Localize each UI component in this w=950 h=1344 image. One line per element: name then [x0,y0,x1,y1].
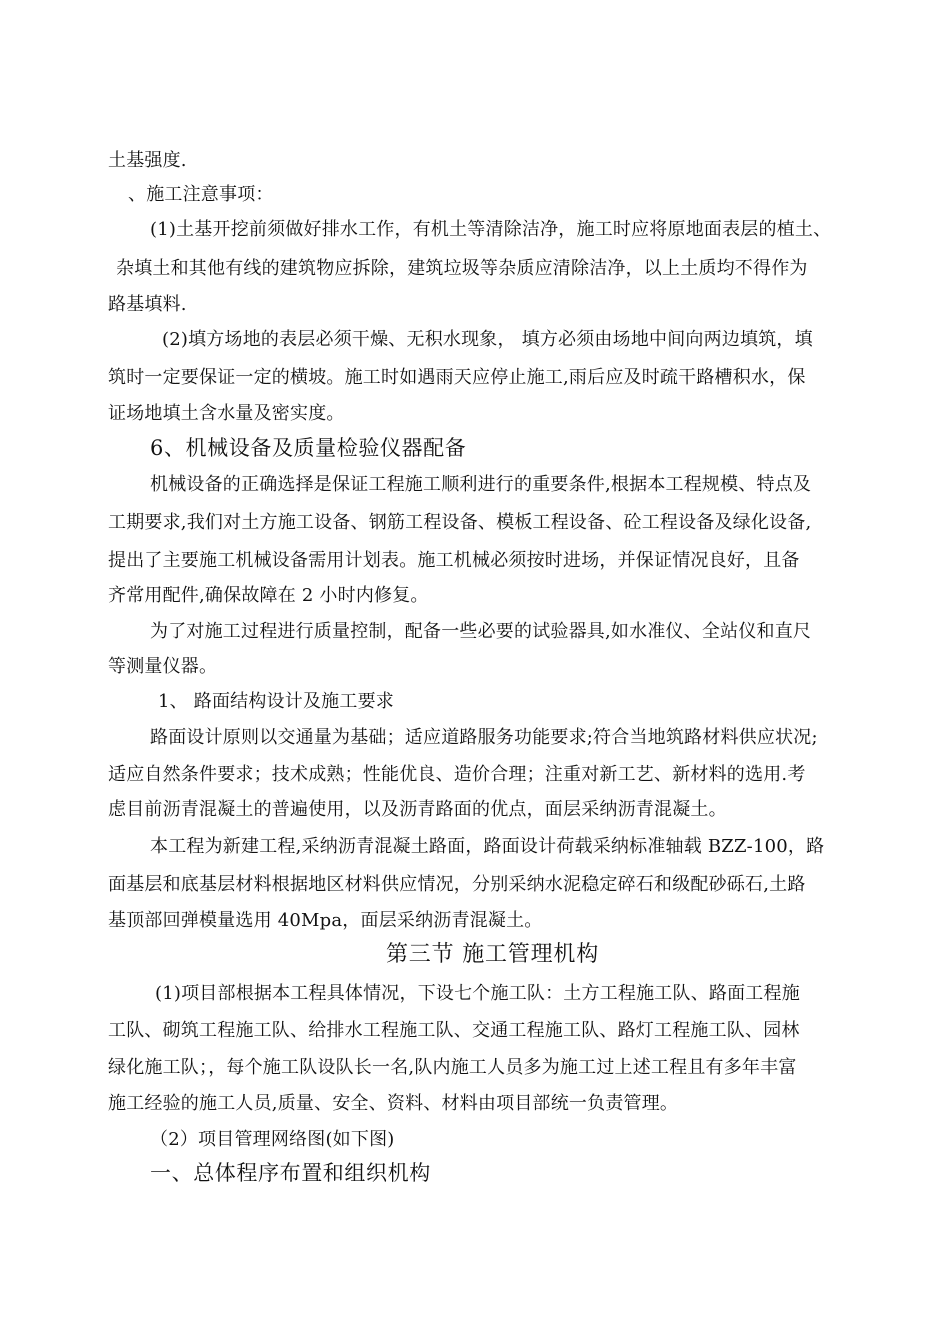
text-line: 基顶部回弹模量选用 40Mpa，面层采纳沥青混凝土。 [108,910,543,931]
text-line: (1)项目部根据本工程具体情况，下设七个施工队：土方工程施工队、路面工程施 [155,983,800,1004]
text-line: 机械设备的正确选择是保证工程施工顺利进行的重要条件,根据本工程规模、特点及 [150,474,812,495]
text-line: 为了对施工过程进行质量控制，配备一些必要的试验器具,如水准仪、全站仪和直尺 [150,621,812,642]
text-line: (1)土基开挖前须做好排水工作，有机土等清除洁净，施工时应将原地面表层的植土、 [150,219,832,240]
text-line: 虑目前沥青混凝土的普遍使用，以及沥青路面的优点，面层采纳沥青混凝土。 [108,799,727,820]
text-line: 面基层和底基层材料根据地区材料供应情况，分别采纳水泥稳定碎石和级配砂砾石,土路 [108,874,806,895]
chapter-heading: 第三节 施工管理机构 [386,942,599,967]
text-line: 齐常用配件,确保故障在 2 小时内修复。 [108,585,429,606]
text-line: (2)填方场地的表层必须干燥、无积水现象， 填方必须由场地中间向两边填筑，填 [162,329,813,350]
text-line: 筑时一定要保证一定的横坡。施工时如遇雨天应停止施工,雨后应及时疏干路槽积水，保 [108,367,806,388]
text-line: 施工经验的施工人员,质量、安全、资料、材料由项目部统一负责管理。 [108,1093,679,1114]
section-heading: 6、机械设备及质量检验仪器配备 [150,436,467,460]
text-line: 土基强度. [108,150,187,171]
text-line: 绿化施工队；，每个施工队设队长一名,队内施工人员多为施工过上述工程且有多年丰富 [108,1057,797,1078]
text-line: 杂填土和其他有线的建筑物应拆除，建筑垃圾等杂质应清除洁净，以上土质均不得作为 [116,258,808,279]
subsection-heading: 1、 路面结构设计及施工要求 [158,691,394,712]
text-line: 证场地填土含水量及密实度。 [108,403,345,424]
text-line: （2）项目管理网络图(如下图) [150,1129,395,1150]
text-line: 工队、砌筑工程施工队、给排水工程施工队、交通工程施工队、路灯工程施工队、园林 [108,1020,800,1041]
text-line: 路面设计原则以交通量为基础；适应道路服务功能要求;符合当地筑路材料供应状况; [150,727,818,748]
text-line: 提出了主要施工机械设备需用计划表。施工机械必须按时进场，并保证情况良好，且备 [108,550,800,571]
section-heading: 一、总体程序布置和组织机构 [150,1161,431,1185]
text-line: 适应自然条件要求；技术成熟；性能优良、造价合理；注重对新工艺、新材料的选用.考 [108,764,806,785]
text-line: 等测量仪器。 [108,656,218,677]
text-line: 路基填料. [108,294,187,315]
text-line: 工期要求,我们对土方施工设备、钢筋工程设备、模板工程设备、砼工程设备及绿化设备, [108,512,812,533]
text-line: 、施工注意事项： [128,184,274,205]
text-line: 本工程为新建工程,采纳沥青混凝土路面，路面设计荷载采纳标准轴载 BZZ-100，路 [150,836,825,857]
